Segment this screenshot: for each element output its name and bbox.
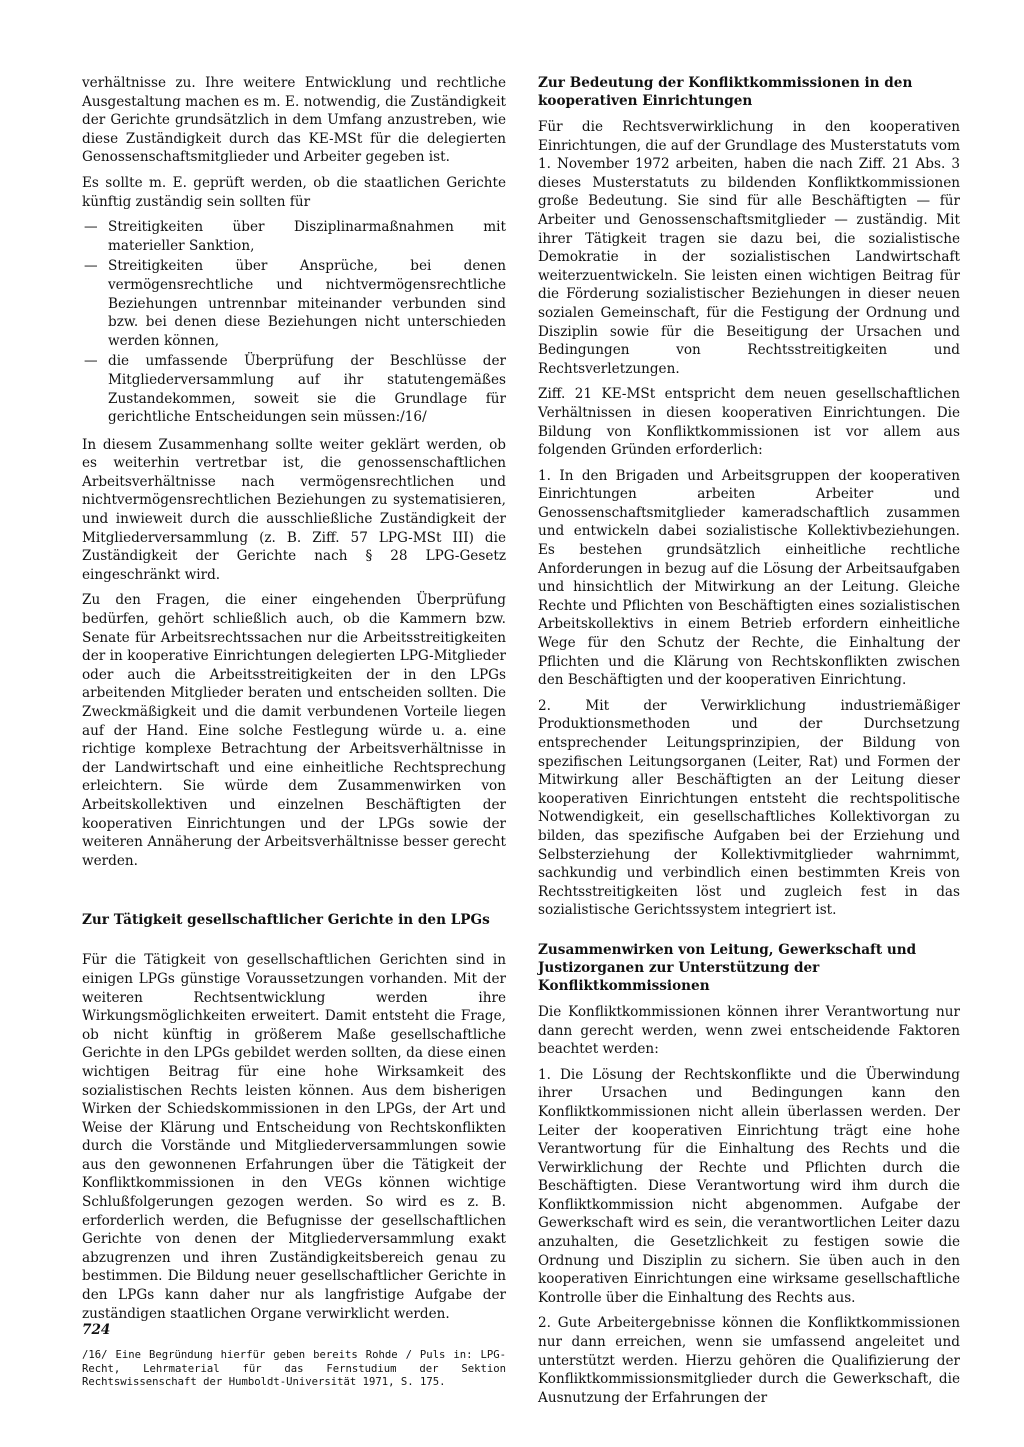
left-column — [82, 74, 506, 1390]
list-item: — die umfassende Überprüfung der Beschlüsse der Mitgliederversammlung auf ihr statutengemäßes Zustandekommen, soweit sie die Grundlage für gerichtliche Entscheidungen sein müssen:/16/ — [84, 353, 506, 426]
list-item: — Streitigkeiten über Ansprüche, bei denen vermögensrechtliche und nichtvermögensrechtliche Beziehungen untrennbar miteinander verbunden sind bzw. bei denen diese Beziehungen nicht unterschieden werden können, — [84, 258, 506, 349]
paragraph: Ziff. 21 KE-MSt entspricht dem neuen gesellschaftlichen Verhältnissen in diesen kooperativen Einrichtungen. Die Bildung von Konfliktkommissionen ist vor allem aus folgenden Gründen erforderlich: — [538, 386, 960, 459]
paragraph: In diesem Zusammenhang sollte weiter geklärt werden, ob es weiterhin vertretbar ist, die genossenschaftlichen Arbeitsverhältnisse nach vermögensrechtlichen und nichtvermögensrechtlichen Beziehungen zu systematisieren, und inwieweit durch die ausschließliche Zuständigkeit der Mitgliederversammlung (z. B. Ziff. 57 LPG-MSt III) die Zuständigkeit der Gerichte nach § 28 LPG-Gesetz eingeschränkt wird. — [82, 436, 506, 583]
paragraph: 1. Die Lösung der Rechtskonflikte und die Überwindung ihrer Ursachen und Bedingungen kann den Konfliktkommissionen nicht allein überlassen werden. Der Leiter der kooperativen Einrichtung trägt eine hohe Verantwortung für die Einhaltung des Rechts und die Verwirklichung der Rechte und Pflichten durch die Beschäftigten. Diese Verantwortung wird ihm durch die Konfliktkommission nicht abgenommen. Aufgabe der Gewerkschaft wird es sein, die verantwortlichen Leiter dazu anzuhalten, die Gesetzlichkeit zu festigen sowie die Ordnung und Disziplin zu sichern. Sie üben auch in den kooperativen Einrichtungen eine wirksame gesellschaftliche Kontrolle über die Einhaltung des Rechts aus. — [538, 1066, 960, 1306]
paragraph: verhältnisse zu. Ihre weitere Entwicklung und rechtliche Ausgestaltung machen es m. E. notwendig, die Zuständigkeit der Gerichte grundsätzlich in dem Umfang anzustreben, wie diese Zuständigkeit durch das KE-MSt für die delegierten Genossenschaftsmitglieder und Arbeiter gegeben ist. — [82, 75, 506, 166]
paragraph: 1. In den Brigaden und Arbeitsgruppen der kooperativen Einrichtungen arbeiten Arbeiter und Genossenschaftsmitglieder kameradschaftlich zusammen und entwickeln dabei sozialistische Kollektivbeziehungen. Es bestehen grundsätzlich einheitliche rechtliche Anforderungen in bezug auf die Lösung der Arbeitsaufgaben und hinsichtlich der Mitwirkung an der Leitung. Gleiche Rechte und Pflichten von Beschäftigten eines sozialistischen Arbeitskollektivs in einem Betrieb erfordern einheitliche Wege für den Schutz der Rechte, die Einhaltung der Pflichten und die Klärung von Rechtskonflikten zwischen den Beschäftigten und der kooperativen Einrichtung. — [538, 467, 960, 689]
paragraph: 2. Gute Arbeitergebnisse können die Konfliktkommissionen nur dann erreichen, wenn sie umfassend angeleitet und unterstützt werden. Hierzu gehören die Qualifizierung der Konfliktkommissionsmitglieder durch die Gewerkschaft, die Ausnutzung der Erfahrungen der — [538, 1315, 960, 1406]
paragraph: Zu den Fragen, die einer eingehenden Überprüfung bedürfen, gehört schließlich auch, ob die Kammern bzw. Senate für Arbeitsrechtssachen nur die Arbeitsstreitigkeiten der in kooperative Einrichtungen delegierten LPG-Mitglieder oder auch die Arbeitsstreitigkeiten der in den LPGs arbeitenden Mitglieder beraten und entscheiden sollten. Die Zweckmäßigkeit und die damit verbundenen Vorteile liegen auf der Hand. Eine solche Festlegung würde u. a. eine richtige komplexe Betrachtung der Arbeitsverhältnisse in der Landwirtschaft und eine einheitliche Rechtsprechung erleichtern. Sie würde dem Zusammenwirken von Arbeitskollektiven und einzelnen Beschäftigten der kooperativen Einrichtungen und der LPGs sowie der weiteren Annäherung der Arbeitsverhältnisse besser gerecht werden. — [82, 592, 506, 869]
paragraph: Für die Rechtsverwirklichung in den kooperativen Einrichtungen, die auf der Grundlage des Musterstatuts vom 1. November 1972 arbeiten, haben die nach Ziff. 21 Abs. 3 dieses Musterstatuts zu bildenden Konfliktkommissionen große Bedeutung. Sie sind für alle Beschäftigten — für Arbeiter und Genossenschaftsmitglieder — zuständig. Mit ihrer Tätigkeit tragen sie dazu bei, die sozialistische Demokratie in der sozialistischen Landwirtschaft weiterzuentwickeln. Sie leisten einen wichtigen Beitrag für die Förderung sozialistischer Beziehungen in dieser neuen sozialen Gemeinschaft, für die Festigung der Ordnung und Disziplin sowie für die Beseitigung der Ursachen und Bedingungen von Rechtsstreitigkeiten und Rechtsverletzungen. — [538, 119, 960, 377]
dash-list — [82, 218, 506, 427]
footnote: /16/ Eine Begründung hierfür geben bereits Rohde / Puls in: LPG-Recht, Lehrmaterial für das Fernstudium der Sektion Rechtswissenschaft der Humboldt-Universität 1971, S. 175. — [82, 1349, 506, 1389]
dash-bullet: — — [84, 353, 98, 370]
right-column — [538, 74, 960, 1414]
dash-bullet: — — [84, 219, 98, 236]
page-number: 724 — [82, 1322, 111, 1338]
section-heading: Zur Bedeutung der Konfliktkommissionen in den kooperativen Einrichtungen — [538, 75, 913, 109]
section-heading: Zur Tätigkeit gesellschaftlicher Gerichte in den LPGs — [82, 912, 490, 929]
paragraph: Es sollte m. E. geprüft werden, ob die staatlichen Gerichte künftig zuständig sein sollten für — [82, 174, 506, 210]
list-item: — Streitigkeiten über Disziplinarmaßnahmen mit materieller Sanktion, — [84, 219, 506, 254]
section-heading: Zusammenwirken von Leitung, Gewerkschaft und Justizorganen zur Unterstützung der Konfliktkommissionen — [538, 941, 917, 994]
paragraph: Für die Tätigkeit von gesellschaftlichen Gerichten sind in einigen LPGs günstige Voraussetzungen vorhanden. Mit der weiteren Rechtsentwicklung werden ihre Wirkungsmöglichkeiten erweitert. Damit entsteht die Frage, ob nicht künftig in größerem Maße gesellschaftliche Gerichte in den LPGs gebildet werden sollten, da diese einen wichtigen Beitrag für eine hohe Wirksamkeit des sozialistischen Rechts leisten können. Aus dem bisherigen Wirken der Schiedskommissionen in den LPGs, der Art und Weise der Klärung und Entscheidung von Rechtskonflikten durch die Vorstände und Mitgliederversammlungen sowie aus den gewonnenen Erfahrungen über die Tätigkeit der Konfliktkommissionen in den VEGs können wichtige Schlußfolgerungen gezogen werden. So wird es z. B. erforderlich werden, die Befugnisse der gesellschaftlichen Gerichte von denen der Mitgliederversammlung exakt abzugrenzen und ihren Zuständigkeitsbereich genau zu bestimmen. Die Bildung neuer gesellschaftlicher Gerichte in den LPGs kann daher nur als langfristige Aufgabe der zuständigen staatlichen Organe verwirklicht werden. — [82, 952, 506, 1322]
dash-bullet: — — [84, 258, 98, 275]
paragraph: 2. Mit der Verwirklichung industriemäßiger Produktionsmethoden und der Durchsetzung entsprechender Leitungsprinzipien, der Bildung von spezifischen Leitungsorganen (Leiter, Rat) und Formen der Mitwirkung aller Beschäftigten an der Leitung dieser kooperativen Einrichtungen entsteht die rechtspolitische Notwendigkeit, ein gesellschaftliches Kollektivorgan zu bilden, das spezifische Aufgaben bei der Erziehung und Selbsterziehung der Kollektivmitglieder wahrnimmt, sachkundig und verbindlich einen bestimmten Kreis von Rechtsstreitigkeiten löst und zugleich fest in das sozialistische Gerichtssystem integriert ist. — [538, 697, 960, 919]
paragraph: Die Konfliktkommissionen können ihrer Verantwortung nur dann gerecht werden, wenn zwei entscheidende Faktoren beachtet werden: — [538, 1003, 960, 1058]
